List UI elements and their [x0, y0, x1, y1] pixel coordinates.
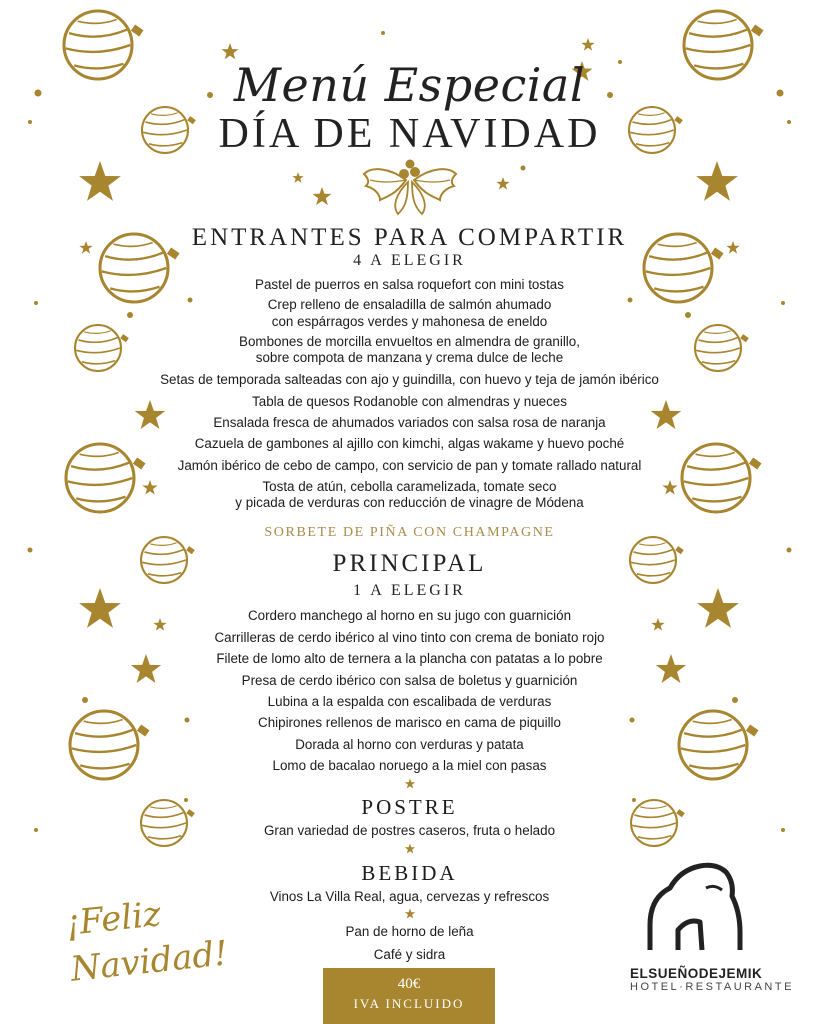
- menu-item: Dorada al horno con verduras y patata: [295, 737, 524, 752]
- starters-choose-count: 4 A ELEGIR: [353, 252, 466, 269]
- menu-item: Carrilleras de cerdo ibérico al vino tinto con crema de boniato rojo: [214, 630, 605, 645]
- section-heading-drinks: BEBIDA: [361, 861, 458, 885]
- section-heading-starters: ENTRANTES PARA COMPARTIR: [191, 224, 628, 251]
- menu-item: Tosta de atún, cebolla caramelizada, tomate seco: [262, 479, 557, 494]
- section-heading-dessert: POSTRE: [361, 795, 458, 819]
- menu-item: Jamón ibérico de cebo de campo, con servicio de pan y tomate rallado natural: [177, 458, 642, 473]
- logo-tagline: HOTEL·RESTAURANTE: [630, 981, 794, 993]
- menu-item: Tabla de quesos Rodanoble con almendras y nueces: [252, 394, 567, 409]
- separator-star-icon: [405, 909, 415, 919]
- dessert-item: Gran variedad de postres caseros, fruta o helado: [263, 823, 556, 838]
- price-note: IVA INCLUIDO: [353, 996, 465, 1011]
- menu-item: sobre compota de manzana y crema dulce de leche: [255, 350, 564, 365]
- menu-item: Cazuela de gambones al ajillo con kimchi, algas wakame y huevo poché: [194, 436, 625, 451]
- holly-icon: [364, 160, 456, 215]
- menu-item: Lomo de bacalao noruego a la miel con pasas: [272, 758, 547, 773]
- star-ornament: [696, 161, 738, 201]
- menu-item: Lubina a la espalda con escalibada de verduras: [267, 694, 552, 709]
- main-choose-count: 1 A ELEGIR: [353, 582, 466, 599]
- star-ornament: [313, 187, 332, 205]
- sorbet-line: SORBETE DE PIÑA CON CHAMPAGNE: [264, 525, 555, 540]
- bread-item: Pan de horno de leña: [345, 924, 474, 939]
- star-ornament: [292, 172, 303, 183]
- drinks-item: Vinos La Villa Real, agua, cervezas y refrescos: [269, 889, 550, 904]
- star-ornament: [496, 177, 509, 190]
- restaurant-logo: [630, 966, 794, 993]
- menu-item: Filete de lomo alto de ternera a la plancha con patatas a lo pobre: [216, 651, 603, 666]
- menu-item: con espárragos verdes y mahonesa de eneldo: [271, 314, 548, 329]
- separator-star-icon: [405, 844, 415, 854]
- coffee-item: Café y sidra: [373, 947, 446, 962]
- logo-name: ELSUEÑODEJEMIK: [630, 966, 763, 981]
- greeting-line-1: ¡Feliz: [63, 894, 163, 944]
- menu-item: Pastel de puerros en salsa roquefort con mini tostas: [255, 277, 564, 292]
- star-ornament: [221, 43, 238, 59]
- menu-item: Setas de temporada salteadas con ajo y guindilla, con huevo y teja de jamón ibérico: [160, 372, 659, 387]
- star-ornament: [79, 161, 121, 201]
- menu-item: Bombones de morcilla envueltos en almendra de granillo,: [239, 334, 580, 349]
- price-box: [323, 968, 495, 1024]
- menu-item: Ensalada fresca de ahumados variados con salsa rosa de naranja: [213, 415, 606, 430]
- menu-item: Presa de cerdo ibérico con salsa de boletus y guarnición: [241, 673, 578, 688]
- menu-title-script: Menú Especial: [233, 58, 586, 112]
- menu-item: Chipirones rellenos de marisco en cama de piquillo: [258, 715, 561, 730]
- menu-item: y picada de verduras con reducción de vinagre de Módena: [235, 495, 584, 510]
- menu-item: Cordero manchego al horno en su jugo con guarnición: [247, 608, 572, 623]
- greeting-line-2: Navidad!: [68, 933, 230, 990]
- menu-item: Crep relleno de ensaladilla de salmón ahumado: [267, 297, 552, 312]
- feliz-navidad-greeting: [64, 883, 243, 992]
- section-heading-main: PRINCIPAL: [332, 550, 487, 577]
- price-amount: 40€: [397, 976, 421, 992]
- star-ornament: [581, 38, 594, 51]
- menu-title-main: DÍA DE NAVIDAD: [218, 111, 601, 157]
- separator-star-icon: [405, 779, 415, 789]
